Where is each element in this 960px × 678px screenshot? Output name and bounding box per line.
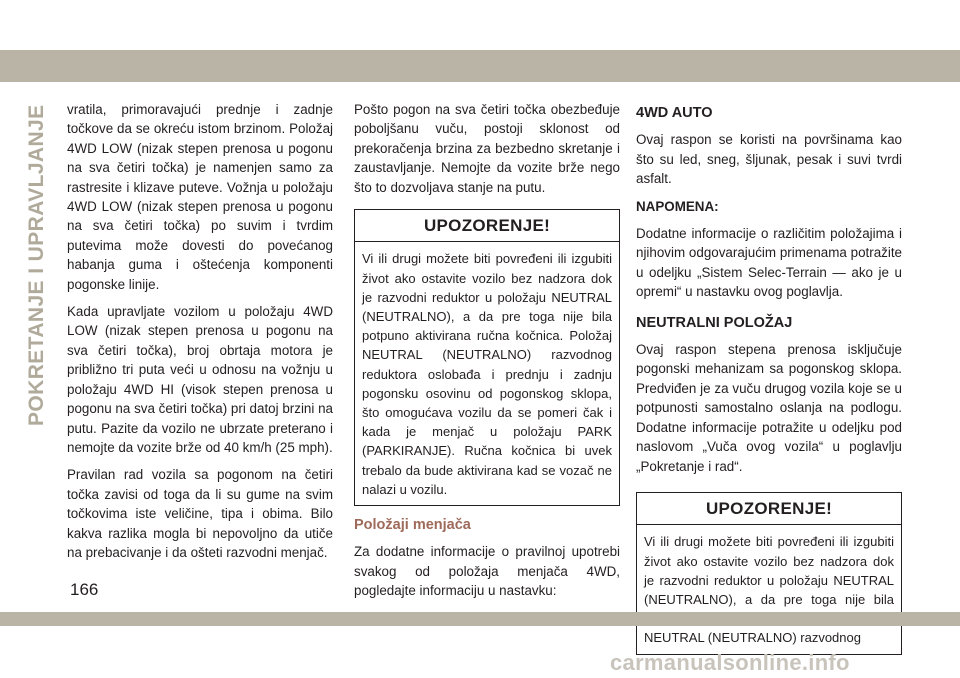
warning-title: UPOZORENJE! [355,210,619,242]
watermark: carmanualsonline.info [610,650,850,675]
paragraph: Pravilan rad vozila sa pogonom na četiri točka zavisi od toga da li su gume na svim točkovima iste veličine, tipa i obima. Bilo kakva razlika mogla bi nepovoljno da utiče na prebacivanje i da ošteti razvodni menjač. [67,467,333,560]
paragraph: Ovaj raspon stepena prenosa isključuje pogonski mehanizam sa pogonskog sklopa. Predviđen je za vuču drugog vozila koje se u potpunosti samostalno oslanja na podlogu. Dodatne informacije potražite u odeljku pod naslovom „Vuča ovog vozila“ u poglavlju „Pokretanje i rad“. [636,342,902,474]
footer-band [0,612,960,626]
section-heading: 4WD AUTO [636,105,713,121]
paragraph: Kada upravljate vozilom u položaju 4WD LOW (nizak stepen prenosa u pogonu na sva četiri točka), broj obrtaja motora je približno tri puta veći u odnosu na vožnju u položaju 4WD HI (visok stepen prenosa u pogonu na sva četiri točka) pri datoj brzini na putu. Pazite da vozilo ne ubrzate preterano i nemojte da vozite brže od 40 km/h (25 mph). [67,304,333,455]
warning-text: Vi ili drugi možete biti povređeni ili izgubiti život ako ostavite vozilo bez nadzora dok je razvodni reduktor u položaju NEUTRAL (NEUTRALNO), a da pre toga nije bila NEUTRAL (NEUTRALNO) razvodnog [644,534,894,646]
page-number: 166 [70,580,99,599]
paragraph: Za dodatne informacije o pravilnoj upotrebi svakog od položaja menjača 4WD, pogledajte informaciju u nastavku: [354,544,620,599]
column-middle [354,100,620,609]
note-text: Dodatne informacije o različitim položajima i njihovim odgovarajućim primenama potražite u odeljku „Sistem Selec-Terrain — ako je u opremi“ u nastavku ovog poglavlja. [636,226,902,300]
paragraph: Ovaj raspon se koristi na površinama kao što su led, sneg, šljunak, pesak i suvi tvrdi asfalt. [636,132,902,187]
section-heading: NEUTRALNI POLOŽAJ [636,314,793,331]
paragraph: vratila, primoravajući prednje i zadnje točkove da se okreću istom brzinom. Položaj 4WD LOW (nizak stepen prenosa u pogonu na sva četiri točka) je namenjen samo za rastresite i klizave puteve. Vožnja u položaju 4WD LOW (nizak stepen prenosa u pogonu na sva četiri točka) po suvim i tvrdim putevima može dovesti do povećanog habanja guma i oštećenja komponenti pogonske linije. [67,102,333,292]
chapter-side-tab: POKRETANJE I UPRAVLJANJE [25,104,48,426]
paragraph: Pošto pogon na sva četiri točka obezbeđuje poboljšanu vuču, postoji sklonost od prekoračenja brzina za bezbedno skretanje i zaustavljanje. Nemojte da vozite brže nego što to dozvoljava stanje na putu. [354,102,620,195]
column-right [636,104,902,665]
note-label: NAPOMENA: [636,198,719,214]
warning-text: Vi ili drugi možete biti povređeni ili izgubiti život ako ostavite vozilo bez nadzora dok je razvodni reduktor u položaju NEUTRAL (NEUTRALNO), a da pre toga nije bila potpuno aktivirana ručna kočnica. Položaj NEUTRAL (NEUTRALNO) razvodnog reduktora oslobađa i prednju i zadnju pogonsku osovinu od pogonskog sklopa, što omogućava vozilu da se pomeri čak i kada je menjač u položaju PARK (PARKIRANJE). Ručna kočnica bi uvek trebalo da bude aktivirana kad se vozač ne nalazi u vozilu. [362,251,612,497]
section-heading: Položaji menjača [354,517,471,534]
warning-box [636,492,902,655]
warning-title: UPOZORENJE! [637,493,901,525]
column-left [67,100,333,570]
header-band [0,50,960,82]
warning-box [354,209,620,506]
